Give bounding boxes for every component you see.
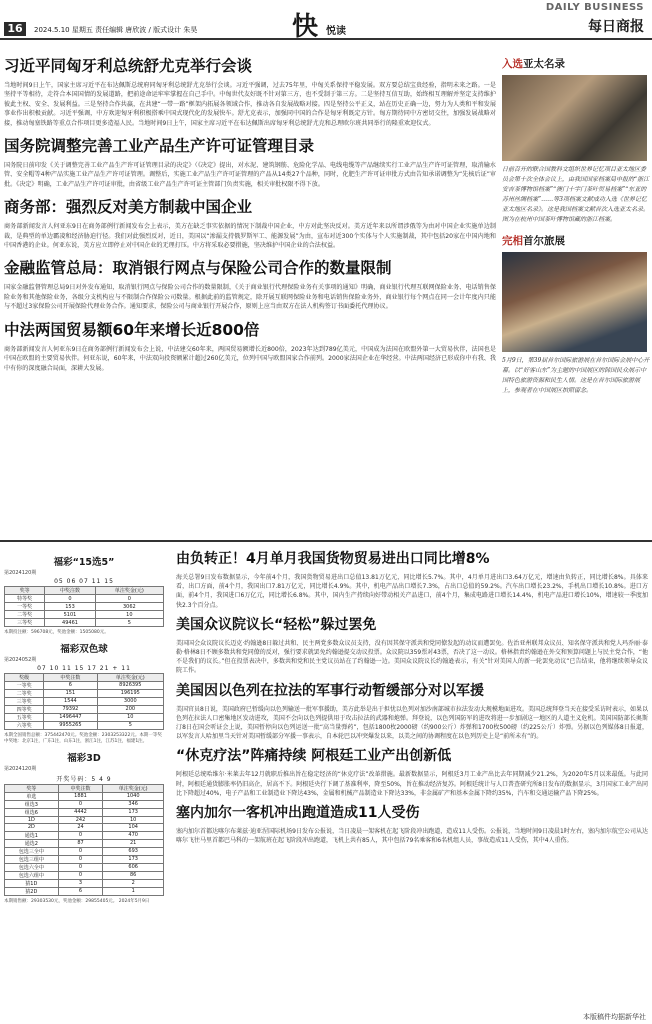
lottery-title: 福彩双色球 <box>60 643 108 655</box>
table-row: 通选1 0 470 <box>5 831 164 839</box>
paper-name-cn: 每日商报 <box>588 19 644 35</box>
table-row: 包选六全中 0 606 <box>5 863 164 871</box>
table-header: 奖级 <box>5 673 44 681</box>
lottery-numbers: 开奖号码：5 4 9 <box>56 775 112 783</box>
sidebar-title: 首尔旅展 <box>523 235 565 247</box>
table-row: 三等奖 1544 3000 <box>5 697 164 705</box>
lottery-numbers: 05 06 07 11 15 <box>54 578 114 585</box>
sidebar-tag: 完相 <box>502 235 523 247</box>
article <box>4 320 496 373</box>
section-divider <box>0 540 652 542</box>
table-row: 包选三全中 0 693 <box>5 847 164 855</box>
table-header: 中奖注数 <box>58 784 103 792</box>
article-body: 当地时间9日上午，国家主席习近平在布达佩斯总统府同匈牙利总统舒尤克举行会谈。习近平强调，过去75年里，中匈关系保持平稳发展。双方要总结宝贵经验，指明未来之路。一是坚持平等相待，走符合本国国情的发展道路，把前途命运牢牢掌握在自己手中。中匈世代友好既不针对第三方，也不受制于第三方。二是坚持互信互助，始终相互理解并坚定支持维护彼此主权、安全、发展利益。三是坚持合作共赢，在共建“一带一路”框架内拓展各领域合作，推动各自发展战略对接。四是坚持公平正义，站在历史正确一边，努力为人类和平和发展事业作出积极贡献。习近平强调，中方欢迎匈牙利积极搭乘中国式现代化的发展快车。舒尤克表示，加强同中国的合作是匈牙利既定方针。匈方期待同中方密切交往，加强发展战略对接，推动匈塞铁路等重点合作项目更多造福人民。当地时间9日上午，国家主席习近平在布达佩斯出席匈牙利总统舒尤克和总理欧尔班共同举行的隆重欢迎仪式。 <box>4 82 496 127</box>
table-row: 二等奖 5101 10 <box>5 611 164 619</box>
article <box>4 258 496 311</box>
sidebar-section-head <box>502 233 650 248</box>
article-title: 美国因以色列在拉法的军事行动暂缓部分对以军援 <box>176 682 484 699</box>
lottery-numbers: 07 10 11 15 17 21 + 11 <box>37 664 131 672</box>
lottery-title: 福彩3D <box>67 752 101 764</box>
table-row: 猜2D 6 1 <box>5 887 164 895</box>
article-body: 国务院日前印发《关于调整完善工业产品生产许可证管理目录的决定》（《决定》提出，对水泥、建筑钢筋、危险化学品、电线电缆等产品继续实行工业产品生产许可证管理，取消输水管、安全帽等4种产品实施工业产品生产许可证管理。调整后，实施工业产品生产许可证管理的产品从14类27个品种，同时，化肥生产许可证审批方式由告知承诺调整为“先核后证”审批。《决定》明确，工业产品生产许可证审批，由省级工业产品生产许可证主管部门负责实施，相关审批权限不得下放。 <box>4 162 496 188</box>
article <box>176 804 648 845</box>
table-header: 中奖注数 <box>44 673 97 681</box>
footer-credit: 本版稿件均据新华社 <box>583 1013 646 1021</box>
photo-caption: 5月9日，第39届首尔国际旅游展在首尔国际会展中心开幕。以“好客山东”为主题的中国展区的韩国民众展示中国特色旅游资源和民生人情。这是在首尔国际旅游展上，参观者在中国展区拍照留念。 <box>502 357 650 394</box>
table-header: 奖等 <box>5 587 45 595</box>
lottery-table <box>4 673 164 730</box>
article-title: 塞内加尔一客机冲出跑道造成11人受伤 <box>176 805 420 822</box>
table-header: 中奖注数 <box>45 587 95 595</box>
table-header: 单注奖金(元) <box>103 784 164 792</box>
table-row: 一等奖 153 3062 <box>5 603 164 611</box>
article-body: 海关总署9日发布数据显示，今年前4个月，我国货物贸易进出口总值13.81万亿元，同比增长5.7%。其中，4月单月进出口3.64万亿元，增速由负转正，同比增长8%。具体来看，出口方面，前4个月，我国出口7.81万亿元，同比增长4.9%。其中，机电产品出口增长7.3%，占出口总值的59.2%。汽车出口增长23.2%，手机出口增长10.8%。进口方面，前4个月，我国进口6万亿元，同比增长6.8%。其中，国内生产持续向好带动相关产品进口，前4个月，集成电路进口增长14.4%，机电产品进口增长10%，增速较一季度加快2.3个百分点。 <box>176 574 648 609</box>
article-body: 国家金融监督管理总局9日对外发布通知，取消银行网点与保险公司合作的数量限制，《关于商业银行代理保险业务有关事项的通知》明确，商业银行代理互联网保险业务、电话销售保险业务和其他保险业务，各级分支机构应与不限制合作保险公司数量。根据此前的监管规定，除开展互联网保险业务和电话销售保险业务外，商业银行每个网点在同一会计年度内只能与不超过3家保险公司开展保险代理业务合作。通知要求，保险公司与商业银行开展合作，原则上应当由双方在法人机构签订书面委托代理协议。 <box>4 284 496 311</box>
top-articles <box>4 56 496 381</box>
table-row: 1D 242 10 <box>5 816 164 824</box>
lower-articles <box>176 550 648 851</box>
table-row: 一等奖 6 8926395 <box>5 681 164 689</box>
article-body: 阿根廷总统哈维尔·米莱去年12月就职后推出旨在稳定经济的“休克疗法”改革措施。最新数据显示，阿根廷3月工业产出比去年同期减少21.2%，为2020年5月以来最低。与此同时，阿根廷通货膨胀率仍旧高企，居高不下。阿根廷央行下调了基准利率，降至50%，旨在推动经济复苏。阿根廷统计与人口普查研究所8日发布的数据显示，3月国家工业产出同比下降超过40%，电子产品和工业制造业下降达43%，金属和机械产品制造业下降达33%，非金属矿产和基本金属下降约35%，汽车和交通运输产品下降25%。 <box>176 771 648 797</box>
table-row: 2D 24 104 <box>5 824 164 832</box>
table-row: 五等奖 1496447 10 <box>5 713 164 721</box>
tea-museum-photo <box>502 75 647 161</box>
paper-name-en: DAILY BUSINESS <box>545 2 644 13</box>
article <box>176 550 648 610</box>
lottery-note: 本期销售额：29303530元，奖池金额：29855405元。 2024年5月9日 <box>4 898 150 904</box>
article <box>4 136 496 189</box>
article-title: 美国众议院议长“轻松”躲过罢免 <box>176 616 377 633</box>
article <box>176 747 648 798</box>
photo-sidebar <box>502 56 650 404</box>
travel-expo-photo <box>502 252 647 352</box>
table-row: 通选2 87 21 <box>5 839 164 847</box>
lottery-issue: 第2024052期 <box>4 656 37 663</box>
page-number: 16 <box>4 22 26 36</box>
lottery-title: 福彩“15选5” <box>53 557 115 568</box>
lottery-note: 本期全国销售总额：375442470元。奖池金额：2303253322元。本期一等奖中奖地：北京1注，广东1注，山东1注，浙江1注，江苏1注，福建1注。 <box>4 732 162 744</box>
article <box>4 56 496 128</box>
article-title: 国务院调整完善工业产品生产许可证管理目录 <box>4 137 315 156</box>
section-subtitle: 悦读 <box>326 26 346 37</box>
page-header <box>0 0 652 40</box>
article-body: 美国国会众议院议长迈克·约翰逊8日躲过共和、民主两党多数众议员支持，没有因其保守派共和党同僚发起的动议而遭罢免。佐治亚州联邦众议员、知名保守派共和党人玛乔丽·泰勒·格林8日不顾多数共和党同僚的反对，强行要求就罢免约翰逊提交动议投票。众议院以359票对43票，否决了这一动议。格林指责约翰逊在外交和预算问题上与民主党合作，“他不是我们的议长。”但在投票表决中，多数共和党和民主党议员站在了约翰逊一边。美国众议院议长约翰逊表示，有关“针对美国人的新一轮罢免动议”已告结束，他将继续领导众议院工作。 <box>176 639 648 675</box>
lottery-issue: 第2024120期 <box>4 765 37 772</box>
lottery-panel <box>4 552 164 909</box>
photo-caption: 日前召开的联合国教科文组织世界记忆项目亚太地区委员会第十次全体会议上，由我国国家档案局申报的“浙江安吉茶博物馆档案”“澳门十字门茶叶贸易档案”“东亚的苏州丝绸档案”……等3项档案文献成功入选《世界记忆亚太地区名录》。这是我国档案文献首次入选亚太名录。图为在杭州中国茶叶博物馆藏的浙江档案。 <box>502 166 650 223</box>
lottery-table <box>4 784 164 896</box>
lottery-issue: 第2024120期 <box>4 570 37 576</box>
article-title: 由负转正！4月单月我国货物贸易进出口同比增8% <box>176 551 490 567</box>
sidebar-section-head <box>502 56 650 71</box>
article-title: 习近平同匈牙利总统舒尤克举行会谈 <box>4 57 253 75</box>
table-row: 组选6 4442 173 <box>5 808 164 816</box>
article-body: 商务部新闻发言人何亚东9日在商务部例行新闻发布会上说，中法建交60年来，两国贸易额增长近800倍，2023年达到789亿美元，中国成为法国在欧盟外第一大贸易伙伴，法国也是中国在欧盟的主要贸易伙伴。何亚东说，60年来，中法双向投资额累计超过260亿美元，位列中国与欧盟国家合作前列。2000家法国企业在华经营。中法两国经济已形成你中有我、我中有你的深度融合局面，深耕大发展。 <box>4 345 496 372</box>
table-row: 单选 1881 1040 <box>5 792 164 800</box>
article <box>176 616 648 676</box>
date-line: 2024.5.10 星期五 责任编辑 唐欣波 / 版式设计 朱昊 <box>34 26 198 34</box>
table-row: 六等奖 9955265 5 <box>5 721 164 729</box>
table-row: 猜1D 3 2 <box>5 879 164 887</box>
table-row: 包选三组中 0 173 <box>5 855 164 863</box>
sidebar-title: 亚太名录 <box>523 58 565 70</box>
table-row: 组选3 0 346 <box>5 800 164 808</box>
sidebar-tag: 入选 <box>502 58 523 70</box>
article-title: 中法两国贸易额60年来增长近800倍 <box>4 320 260 339</box>
article-body: 美国官员8日说，美国政府已暂缓向以色列输送一批军事援助，美方此举是出于担忧以色列对加沙南部城市拉法发动大规模地面进攻。美国总统拜登当天在接受采访时表示，如果以色列在拉法人口密集地区发动进攻，美国不会向以色列提供用于攻击拉法的武器和炮弹。拜登说，以色列国防军的进攻将进一步加剧这一地区的人道主义危机。美国国防部长奥斯汀8日在国会听证会上说，美国暂停向以色列运送一批“高当量弹药”，包括1800枚2000磅（约900公斤）炸弹和1700枚500磅（约225公斤）炸弹。另据以色列媒体8日报道，以军发言人哈加里当天针对美国暂缓部分军援一事表示，自本轮巴以冲突爆发以来，以美之间的协调程度在以色列历史上是“前所未有”的。 <box>176 705 648 741</box>
table-row: 四等奖 79392 200 <box>5 705 164 713</box>
article-title: “休克疗法”阵痛持续 阿根廷工业产出创新低 <box>176 748 452 765</box>
table-row: 三等奖 49461 5 <box>5 619 164 627</box>
article <box>4 197 496 250</box>
article <box>176 682 648 742</box>
table-row: 特等奖 0 0 <box>5 595 164 603</box>
lottery-table <box>4 586 164 627</box>
table-row: 二等奖 151 196195 <box>5 689 164 697</box>
section-logo: 快 <box>292 12 319 42</box>
table-header: 单注奖金(元) <box>97 673 163 681</box>
article-body: 商务部新闻发言人何亚东9日在商务部例行新闻发布会上表示，美方在缺乏事实依据的情况下制裁中国企业，中方对此坚决反对。美方近年来以所谓涉俄等为由对中国企业实施单边制裁，是典型的单边霸凌和经济胁迫行径。我们对此强烈反对，近日，美国以“渗漏支持俄罗斯军工、能源发展”为由，宣布对近300个实体与个人实施制裁，其中包括20家在中国内地和中国香港的企业。何亚东说，美方应立即停止对中国企业的无理打压。中方将采取必要措施，坚决维护中国企业的合法权益。 <box>4 223 496 250</box>
table-row: 包选六组中 0 86 <box>5 871 164 879</box>
lottery-note: 本期投注额：596708元，奖池金额：1505080元。 <box>4 630 109 635</box>
table-header: 奖等 <box>5 784 59 792</box>
table-header: 单注奖金(元) <box>95 587 163 595</box>
article-title: 商务部：强烈反对美方制裁中国企业 <box>4 198 253 217</box>
article-title: 金融监管总局：取消银行网点与保险公司合作的数量限制 <box>4 259 392 278</box>
article-body: 塞内加尔首都达喀尔布莱兹·迪亚涅国际机场9日发布公报说，当日凌晨一架客机在起飞阶段冲出跑道，造成11人受伤。公报说，当地时间9日凌晨1时左右，塞内加尔航空公司从达喀尔飞往马里首都巴马科的一架航班在起飞阶段冲出跑道，飞机上共有85人，其中包括79名乘客和6名机组人员，事故造成11人受伤，其中4人重伤。 <box>176 828 648 845</box>
